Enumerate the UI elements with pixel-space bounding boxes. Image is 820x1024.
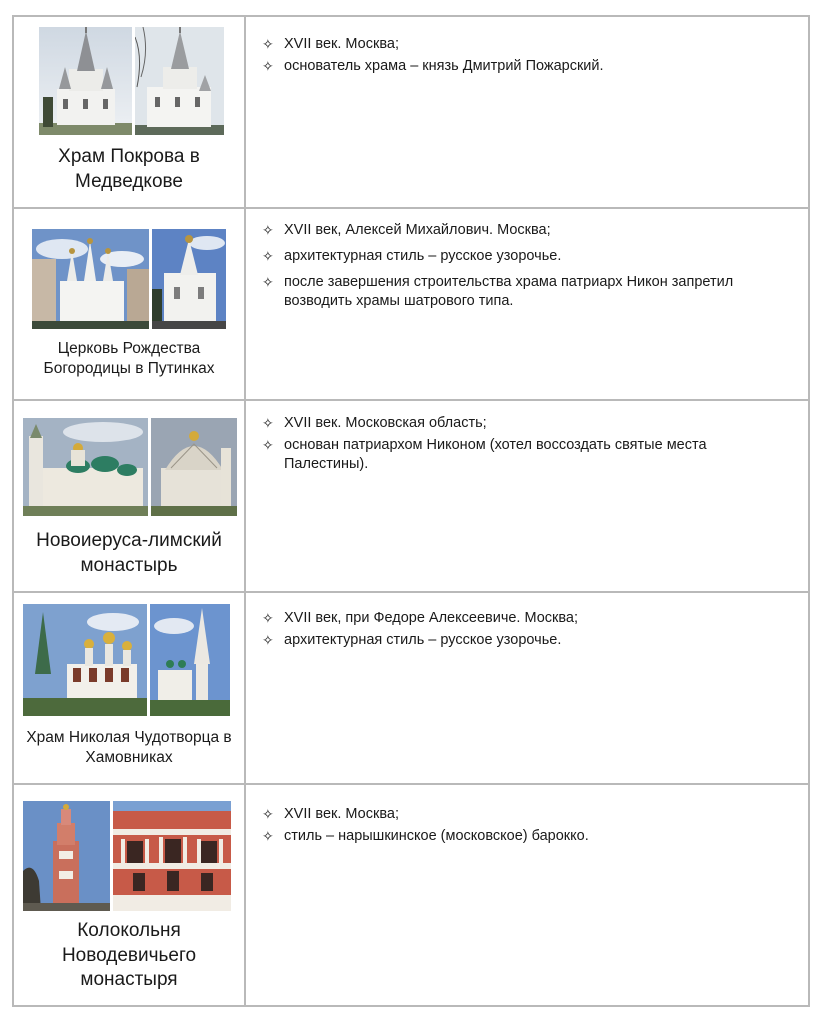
star-bullet-icon: ✧	[262, 806, 274, 822]
facts-list	[262, 805, 788, 849]
church-photo	[151, 418, 237, 516]
facts-cell	[246, 785, 808, 1005]
table-row	[12, 207, 810, 401]
photo-cell	[14, 785, 246, 1005]
church-name: Храм Николая Чудотворца в Хамовниках	[26, 729, 232, 767]
church-photo	[32, 229, 149, 329]
facts-cell	[246, 209, 808, 399]
church-name: Колокольня Новодевичьего монастыря	[61, 920, 197, 991]
church-photo	[23, 801, 110, 911]
list-item: ✧ архитектурная стиль – русское узорочье.	[262, 632, 562, 648]
church-photo	[23, 418, 148, 516]
church-photo	[150, 604, 230, 716]
star-bullet-icon: ✧	[262, 610, 274, 626]
star-bullet-icon: ✧	[262, 632, 274, 648]
list-item: ✧ XVII век. Московская область;	[262, 415, 487, 431]
star-bullet-icon: ✧	[262, 58, 274, 74]
facts-cell	[246, 593, 808, 783]
list-item: ✧ основатель храма – князь Дмитрий Пожарский.	[262, 58, 604, 74]
table-row	[12, 591, 810, 785]
star-bullet-icon: ✧	[262, 415, 274, 431]
photo-cell	[14, 17, 246, 207]
church-name: Храм Покрова в Медведкове	[58, 146, 200, 192]
star-bullet-icon: ✧	[262, 222, 274, 238]
list-item: ✧ после завершения строительства храма патриарх Никон запретил возводить храмы шатрового типа.	[262, 274, 734, 309]
table-row	[12, 15, 810, 209]
facts-list	[262, 414, 788, 477]
facts-list	[262, 221, 788, 314]
church-photo	[23, 604, 147, 716]
facts-cell	[246, 17, 808, 207]
list-item: ✧ XVII век, Алексей Михайлович. Москва;	[262, 222, 551, 238]
star-bullet-icon: ✧	[262, 248, 274, 264]
list-item: ✧ основан патриархом Никоном (хотел воссоздать святые места Палестины).	[262, 437, 707, 472]
church-photo	[113, 801, 231, 911]
star-bullet-icon: ✧	[262, 36, 274, 52]
facts-list	[262, 609, 788, 653]
star-bullet-icon: ✧	[262, 828, 274, 844]
church-name: Новоиеруса-лимский монастырь	[36, 530, 222, 576]
church-photo	[152, 229, 226, 329]
facts-cell	[246, 401, 808, 591]
list-item: ✧ XVII век. Москва;	[262, 36, 399, 52]
star-bullet-icon: ✧	[262, 437, 274, 453]
table-row	[12, 399, 810, 593]
list-item: ✧ стиль – нарышкинское (московское) барокко.	[262, 828, 589, 844]
list-item: ✧ XVII век. Москва;	[262, 806, 399, 822]
church-photo	[39, 27, 132, 135]
table-row	[12, 783, 810, 1007]
photo-cell	[14, 593, 246, 783]
church-name: Церковь Рождества Богородицы в Путинках	[43, 340, 215, 378]
list-item: ✧ архитектурная стиль – русское узорочье.	[262, 248, 562, 264]
photo-cell	[14, 401, 246, 591]
facts-list	[262, 35, 788, 79]
church-photo	[135, 27, 224, 135]
photo-cell	[14, 209, 246, 399]
star-bullet-icon: ✧	[262, 274, 274, 290]
list-item: ✧ XVII век, при Федоре Алексеевиче. Москва;	[262, 610, 579, 626]
